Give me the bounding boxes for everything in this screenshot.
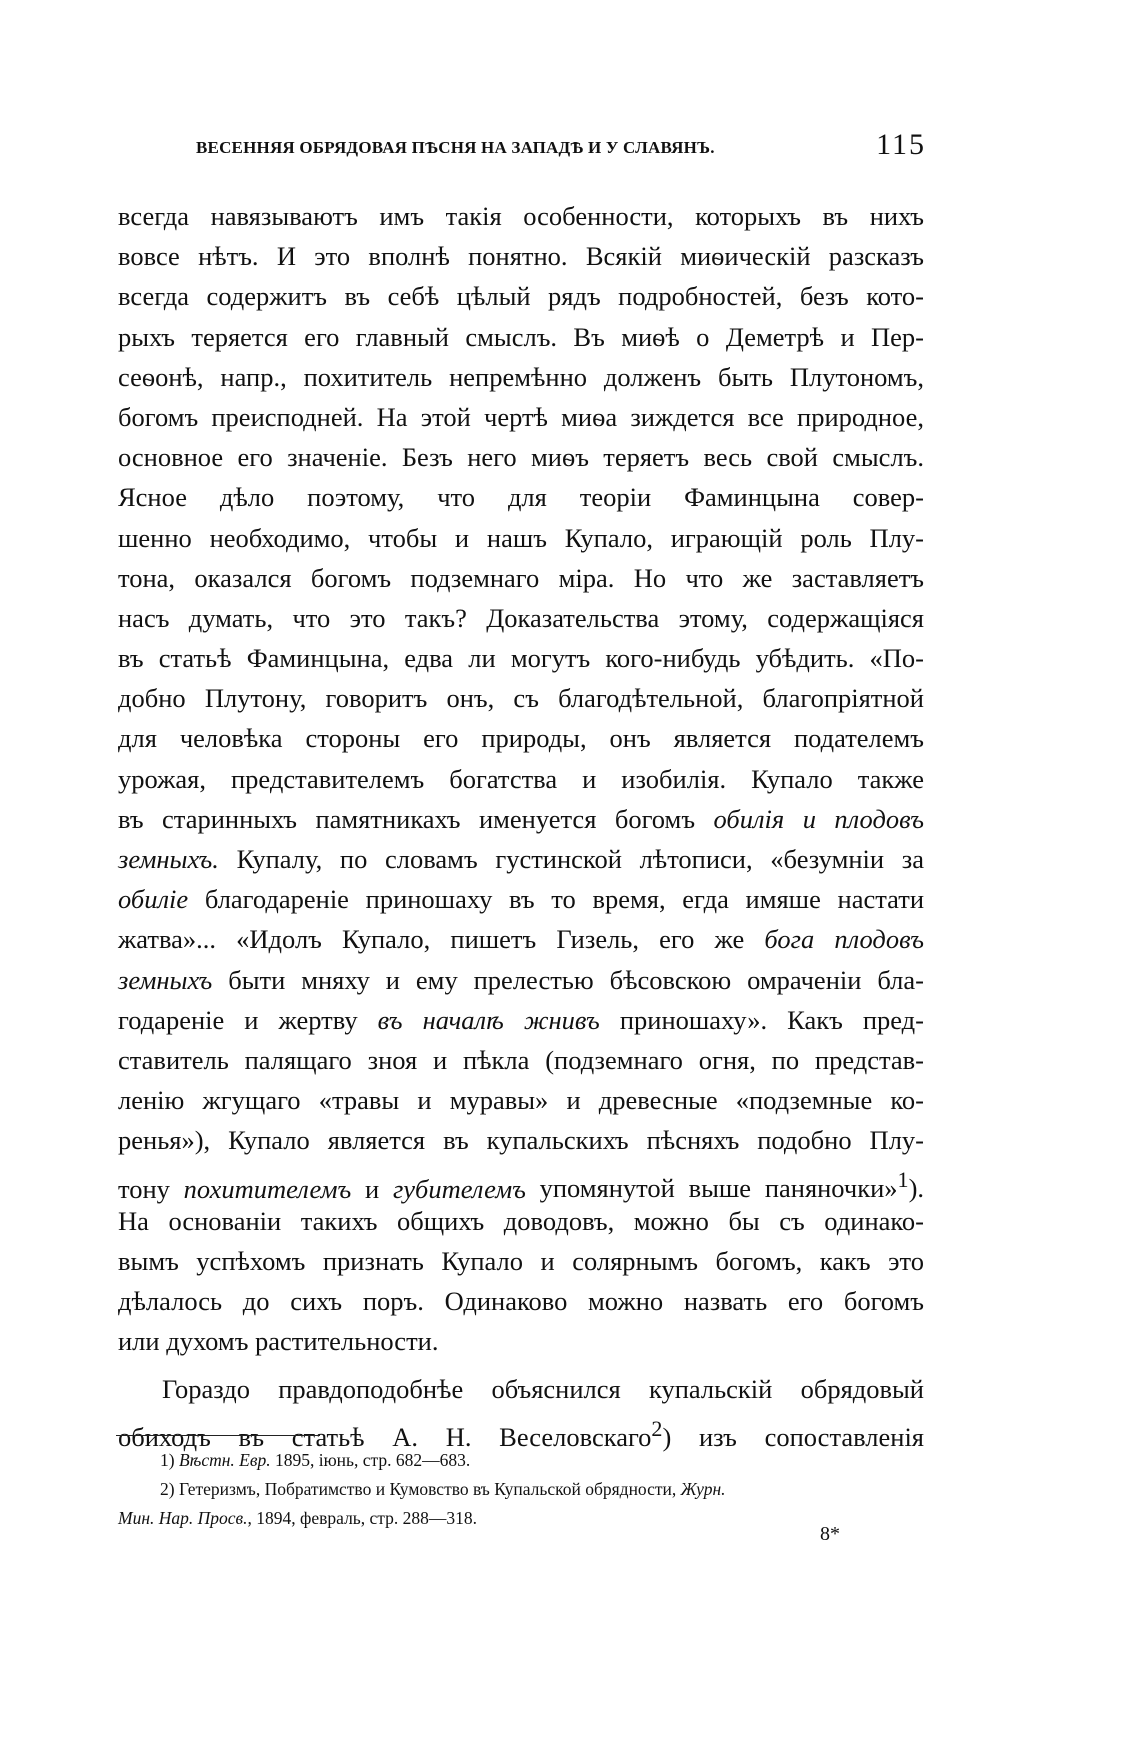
italic-phrase: бога плодовъ <box>764 924 924 955</box>
text-line: добно Плутону, говоритъ онъ, съ благодѣтельной, благопріятной <box>118 683 924 714</box>
italic-phrase: похитителемъ <box>183 1173 352 1204</box>
text-segment: ). <box>908 1173 925 1204</box>
text-line: На основаніи такихъ общихъ доводовъ, можно бы съ одинако- <box>118 1205 924 1236</box>
text-segment <box>539 1167 925 1204</box>
text-line: всегда навязываютъ имъ такія особенности, которыхъ въ нихъ <box>118 201 924 231</box>
text-segment: упомянутой выше паняночки» <box>539 1173 898 1204</box>
text-line: рыхъ теряется его главный смыслъ. Въ миѳѣ о Деметрѣ и Пер- <box>118 321 924 352</box>
footnote-source: Вѣстн. Евр. <box>178 1450 271 1470</box>
footnote-text: 2) Гетеризмъ, Побратимство и Кумовство въ Купальской обрядности, <box>160 1479 677 1499</box>
text-line: Ясное дѣло поэтому, что для теоріи Фаминцына совер- <box>118 482 924 513</box>
footnote-source: Журн. <box>680 1479 726 1499</box>
footnote-2 <box>118 1475 924 1504</box>
italic-phrase: въ началѣ жнивъ <box>377 1004 600 1035</box>
text-segment: Купалу, по словамъ густинской лѣтописи, «безумніи за <box>236 844 925 874</box>
text-line: основное его значеніе. Безъ него миѳъ теряетъ весь свой смыслъ. <box>118 442 924 473</box>
text-segment: приношаху». Какъ пред- <box>619 1004 924 1035</box>
text-segment: быти мняху и ему прелестью бѣсовскою омраченіи бла- <box>228 964 924 995</box>
footnote-marker: 1) <box>160 1450 175 1470</box>
text-segment: благодареніе приношаху въ то время, егда имяше настати <box>204 884 924 915</box>
text-line: ренья»), Купало является въ купальскихъ пѣсняхъ подобно Плу- <box>118 1125 924 1156</box>
text-line: для человѣка стороны его природы, онъ является подателемъ <box>118 723 924 754</box>
footnote-2-continued <box>118 1504 924 1533</box>
text-line: ленію жгущаго «травы и муравы» и древесные «подземные ко- <box>118 1085 924 1116</box>
text-line: насъ думать, что это такъ? Доказательства этому, содержащіяся <box>118 602 924 633</box>
footnote-separator <box>116 1435 320 1436</box>
text-segment: въ старинныхъ памятникахъ именуется богомъ <box>118 803 696 834</box>
text-line: тона, оказался богомъ подземнаго міра. Но что же заставляетъ <box>118 562 924 593</box>
text-line <box>118 879 924 919</box>
text-segment: тону <box>118 1173 170 1204</box>
text-line: богомъ преисподней. На этой чертѣ миѳа зиждется все природное, <box>118 401 924 432</box>
footnote-text: 1895, іюнь, стр. 682—683. <box>274 1450 471 1470</box>
text-line: шенно необходимо, чтобы и нашъ Купало, играющій роль Плу- <box>118 522 924 553</box>
body-text <box>118 196 925 1453</box>
text-segment: годареніе и жертву <box>118 1004 358 1035</box>
text-line: урожая, представителемъ богатства и изобилія. Купало также <box>118 763 924 794</box>
text-line: вымъ успѣхомъ признать Купало и солярнымъ богомъ, какъ это <box>118 1245 924 1276</box>
italic-phrase: обиліе <box>118 884 189 915</box>
text-segment: жатва»... «Идолъ Купало, пишетъ Гизель, его же <box>118 924 745 955</box>
text-line: или духомъ растительности. <box>118 1326 439 1357</box>
text-line <box>118 1000 924 1040</box>
text-line <box>118 919 924 959</box>
text-segment: обиходъ въ статьѣ А. Н. Веселовскаго <box>118 1422 652 1453</box>
text-line: ставитель палящаго зноя и пѣкла (подземнаго огня, по представ- <box>118 1044 924 1075</box>
page-header <box>196 128 926 168</box>
footnote-text: , 1894, февраль, стр. 288—318. <box>247 1508 478 1528</box>
text-line <box>118 839 924 879</box>
text-line <box>118 1410 924 1453</box>
running-head: ВЕСЕННЯЯ ОБРЯДОВАЯ ПѢСНЯ НА ЗАПАДѢ И У СЛАВЯНЪ. <box>196 138 715 157</box>
footnote-ref-1: 1 <box>897 1167 909 1193</box>
text-line: сеѳонѣ, напр., похититель непремѣнно долженъ быть Плутономъ, <box>118 361 924 392</box>
text-segment: ) изъ сопоставленія <box>662 1422 924 1453</box>
signature-mark: 8* <box>820 1523 840 1545</box>
text-line <box>118 1161 925 1204</box>
italic-phrase: губителемъ <box>392 1173 526 1204</box>
text-line <box>118 960 924 1000</box>
italic-phrase: земныхъ. <box>118 844 219 874</box>
footnotes <box>118 1446 924 1533</box>
text-line <box>118 799 924 839</box>
text-line: вовсе нѣтъ. И это вполнѣ понятно. Всякій миѳическій разсказъ <box>118 241 924 272</box>
text-line: въ статьѣ Фаминцына, едва ли могутъ кого-нибудь убѣдить. «По- <box>118 643 924 674</box>
italic-phrase: обилія и плодовъ <box>713 803 925 834</box>
footnote-ref-2: 2 <box>651 1416 663 1442</box>
footnote-source: Мин. Нар. Просв. <box>118 1508 248 1528</box>
page-number: 115 <box>876 128 926 161</box>
italic-phrase: земныхъ <box>118 964 213 995</box>
footnote-1 <box>118 1446 924 1475</box>
text-line: всегда содержитъ въ себѣ цѣлый рядъ подробностей, безъ кото- <box>118 281 924 312</box>
paragraph-first-line: Гораздо правдоподобнѣе объяснился купальскій обрядовый <box>162 1374 924 1405</box>
text-segment: и <box>365 1173 380 1204</box>
text-line: дѣлалось до сихъ поръ. Одинаково можно назвать его богомъ <box>118 1286 924 1317</box>
